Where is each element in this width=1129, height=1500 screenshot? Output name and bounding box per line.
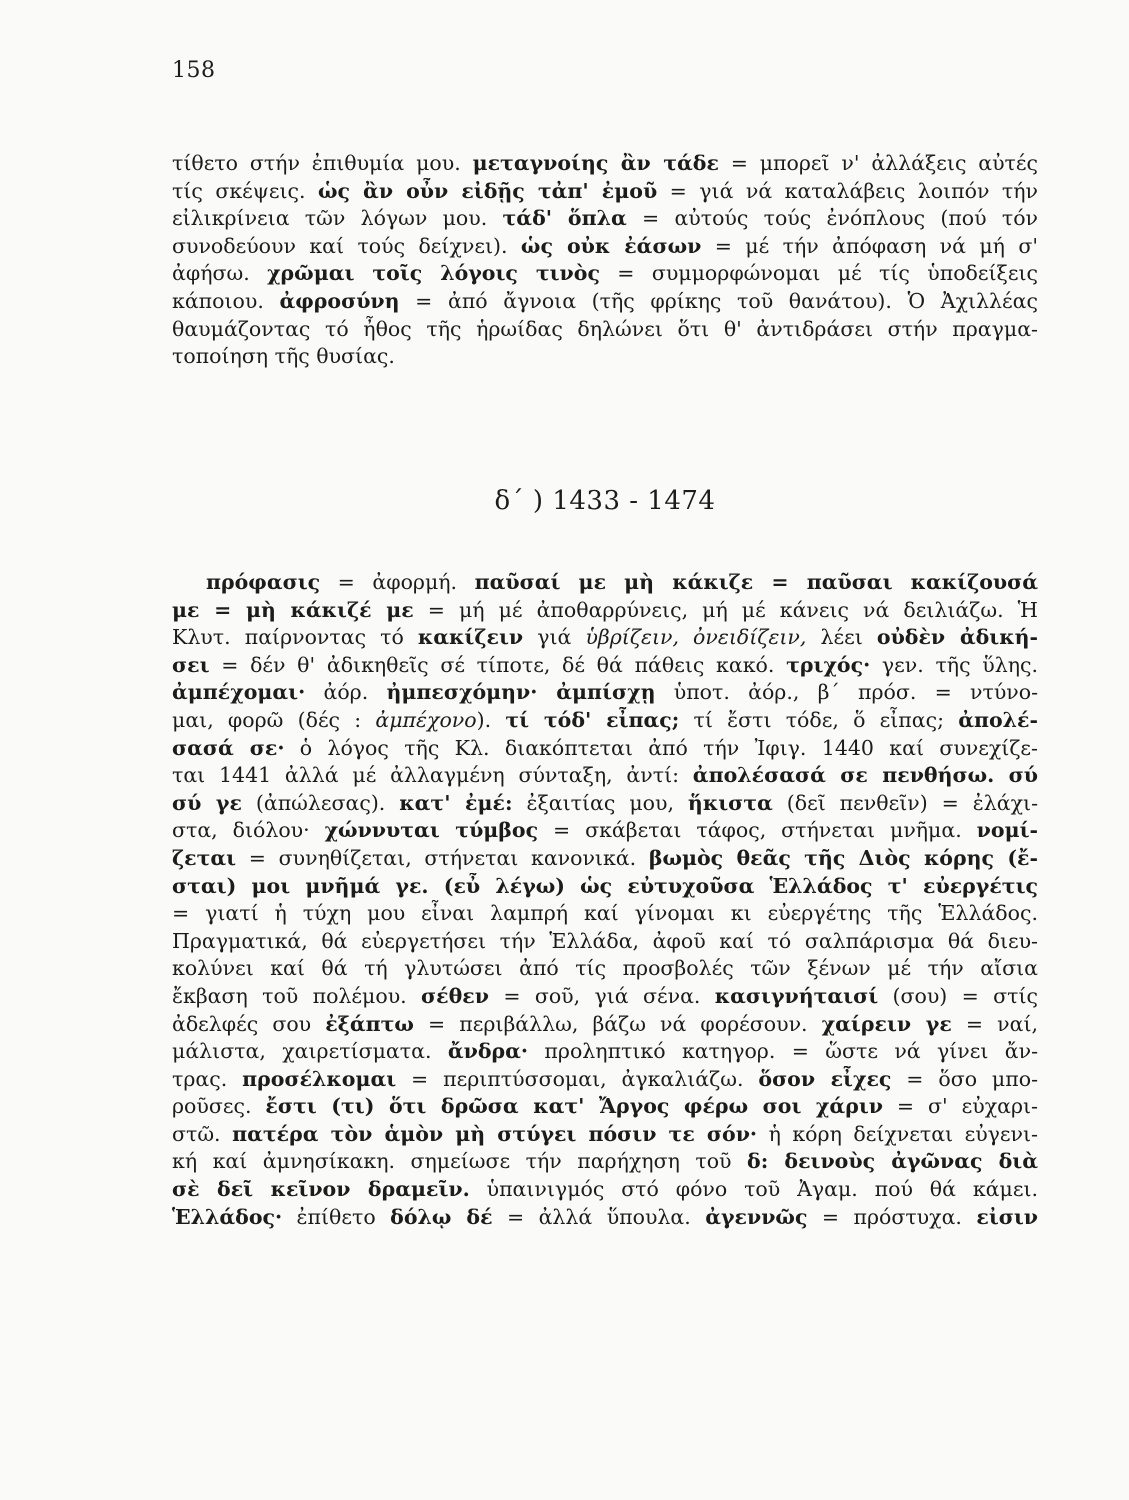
text-run: ἀφήσω. [172, 261, 268, 286]
bold-term: ἄνδρα· [447, 1039, 529, 1064]
bold-term: παῦσαί με μὴ κάκιζε = παῦσαι κακίζουσά [474, 570, 1038, 594]
text-run: = ἀφορμή. [320, 570, 475, 594]
text-run: ἡ κόρη δείχνεται εὐγενι- [757, 1121, 1038, 1146]
text-line [172, 205, 1038, 233]
text-run: κή καί ἀμνησίκακη. σημείωσε τήν παρήχηση τοῦ [172, 1149, 748, 1174]
text-line [172, 1066, 1038, 1094]
bold-term: προσέλκομαι [242, 1066, 397, 1091]
text-run: ). [476, 707, 506, 732]
text-line [172, 233, 1038, 261]
bold-term: τάδ' ὅπλα [502, 206, 627, 231]
bold-term: σται) μοι μνῆμά γε. (εὖ λέγω) ὡς εὐτυχοῦσα Ἑλλάδος τ' εὐεργέτις [172, 873, 1038, 898]
text-run: = συνηθίζεται, στήνεται κανονικά. [236, 845, 649, 870]
text-run: ἔκβαση τοῦ πολέμου. [172, 983, 422, 1008]
bold-term: ζεται [172, 845, 237, 870]
text-run: κάποιου. [172, 288, 280, 313]
commentary-paragraph-2 [172, 569, 1038, 1231]
bold-term: βωμὸς θεᾶς τῆς Διὸς κόρης (ἔ- [648, 845, 1038, 870]
text-line [172, 845, 1038, 873]
text-run: = σοῦ, γιά σένα. [488, 983, 715, 1008]
bold-term: με = μὴ κάκιζέ με [172, 597, 414, 622]
text-run: ἐξαιτίας μου, [512, 790, 688, 815]
bold-term: εἰσιν [976, 1204, 1038, 1229]
text-line [172, 707, 1038, 735]
bold-term: ἀφροσύνη [279, 288, 400, 313]
commentary-paragraph-1 [172, 150, 1038, 371]
bold-term: ἀμπέχομαι· [172, 680, 306, 705]
text-line [172, 150, 1038, 178]
bold-term: σὲ δεῖ κεῖνον δραμεῖν. [172, 1177, 470, 1202]
text-run: = μή μέ ἀποθαρρύνεις, μή μέ κάνεις νά δειλιάζω. Ἡ [413, 597, 1038, 622]
text-run: τίς σκέψεις. [172, 178, 318, 203]
text-run: στῶ. [172, 1121, 233, 1146]
text-line [172, 178, 1038, 206]
text-run: = περιβάλλω, βάζω νά φορέσουν. [413, 1011, 822, 1036]
text-run: στα, διόλου· [172, 818, 325, 843]
text-run: = μπορεῖ ν' ἀλλάξεις αὐτές [718, 151, 1038, 175]
text-run: γεν. τῆς ὕλης. [870, 652, 1038, 677]
bold-term: δ: δεινοὺς ἀγῶνας διὰ [747, 1149, 1038, 1174]
bold-term: ἐξάπτω [325, 1011, 414, 1036]
bold-term: ἀγεννῶς [705, 1204, 808, 1229]
bold-term: ὡς οὐκ ἐάσων [520, 233, 702, 258]
text-run: Κλυτ. παίρνοντας τό [172, 625, 418, 650]
text-run: ἀδελφές σου [172, 1011, 326, 1036]
text-run: = ὅσο μπο- [891, 1066, 1038, 1091]
text-run: = πρόστυχα. [807, 1204, 977, 1229]
text-run: = ναί, [951, 1011, 1038, 1036]
text-run: = ἀπό ἄγνοια (τῆς φρίκης τοῦ θανάτου). Ὁ Ἀχιλλέας [399, 288, 1038, 313]
text-line [172, 735, 1038, 763]
bold-term: δόλῳ δέ [390, 1204, 493, 1229]
text-run: λέει [806, 625, 877, 650]
bold-term: τί τόδ' εἶπας; [505, 707, 680, 732]
text-run: = μέ τήν ἀπόφαση νά μή σ' [701, 233, 1038, 258]
bold-term: ἀπολέ- [958, 707, 1038, 732]
text-run: τοποίηση τῆς θυσίας. [172, 344, 395, 369]
text-line [172, 817, 1038, 845]
text-line [172, 1204, 1038, 1232]
bold-term: χρῶμαι τοῖς λόγοις τινὸς [267, 261, 600, 286]
bold-term: τριχός· [786, 652, 871, 677]
bold-term: χώννυται τύμβος [324, 818, 539, 843]
text-line [172, 955, 1038, 983]
text-line [172, 873, 1038, 901]
text-run: ἐπίθετο [282, 1204, 391, 1229]
bold-term: κασιγνήταισί [714, 983, 879, 1008]
text-run: = δέν θ' ἀδικηθεῖς σέ τίποτε, δέ θά πάθεις κακό. [209, 652, 787, 677]
text-line [172, 1093, 1038, 1121]
bold-term: σέθεν [421, 983, 489, 1008]
text-run: μαι, φορῶ (δές : [172, 707, 376, 732]
text-run: συνοδεύουν καί τούς δείχνει). [172, 233, 521, 258]
text-run: = σ' εὐχαρι- [882, 1094, 1038, 1119]
text-run: = γιατί ἡ τύχη μου εἶναι λαμπρή καί γίνομαι κι εὐεργέτης τῆς Ἑλλάδος. [172, 901, 1038, 926]
text-line [172, 983, 1038, 1011]
text-run: (σου) = στίς [878, 983, 1038, 1008]
page-number: 158 [172, 58, 216, 83]
text-run: Πραγματικά, θά εὐεργετήσει τήν Ἑλλάδα, ἀφοῦ καί τό σαλπάρισμα θά διευ- [172, 928, 1038, 953]
text-line [172, 679, 1038, 707]
text-run: ὑπαινιγμός στό φόνο τοῦ Ἀγαμ. πού θά κάμει. [469, 1177, 1038, 1202]
text-run: προληπτικό κατηγορ. = ὥστε νά γίνει ἄν- [528, 1039, 1038, 1064]
bold-term: νομί- [976, 818, 1038, 843]
text-run: (δεῖ πενθεῖν) = ἐλάχι- [772, 790, 1038, 815]
bold-term: ὅσον εἶχες [758, 1066, 892, 1091]
text-line [172, 900, 1038, 928]
bold-term: σει [172, 652, 210, 677]
bold-term: πατέρα τὸν ἁμὸν μὴ στύγει πόσιν τε σόν· [232, 1121, 758, 1146]
bold-term: σύ γε [172, 790, 242, 815]
bold-term: ὡς ἂν οὖν εἰδῇς τἀπ' ἐμοῦ [317, 178, 658, 203]
text-run: = σκάβεται τάφος, στήνεται μνῆμα. [538, 818, 977, 843]
text-line [172, 762, 1038, 790]
text-line [172, 1011, 1038, 1039]
text-line [172, 928, 1038, 956]
text-line [172, 569, 1038, 597]
text-line [172, 1176, 1038, 1204]
text-run: ὁ λόγος τῆς Κλ. διακόπτεται ἀπό τήν Ἰφιγ. 1440 καί συνεχίζε- [284, 735, 1038, 760]
text-line [172, 652, 1038, 680]
text-run: μάλιστα, χαιρετίσματα. [172, 1039, 448, 1064]
text-run: ται 1441 ἀλλά μέ ἀλλαγμένη σύνταξη, ἀντί: [172, 763, 693, 788]
text-run: τί ἔστι τόδε, ὅ εἶπας; [679, 707, 959, 732]
text-run: θαυμάζοντας τό ἦθος τῆς ἡρωίδας δηλώνει ὅτι θ' ἀντιδράσει στήν πραγμα- [172, 316, 1038, 341]
text-run: = γιά νά καταλάβεις λοιπόν τήν [657, 178, 1038, 203]
text-run: ὑποτ. ἀόρ., β΄ πρόσ. = ντύνο- [655, 680, 1038, 705]
section-heading: δ΄ ) 1433 - 1474 [494, 486, 716, 516]
bold-term: ἔστι (τι) ὅτι δρῶσα κατ' Ἄργος φέρω σοι χάριν [265, 1094, 883, 1119]
text-run: τρας. [172, 1066, 243, 1091]
text-run: = περιπτύσσομαι, ἀγκαλιάζω. [396, 1066, 759, 1091]
bold-term: χαίρειν γε [821, 1011, 952, 1036]
text-line [172, 1038, 1038, 1066]
bold-term: μεταγνοίης ἂν τάδε [472, 151, 719, 175]
italic-term: ἀμπέχονο [375, 707, 477, 732]
bold-term: οὐδὲν ἀδική- [876, 625, 1038, 650]
text-run: εἰλικρίνεια τῶν λόγων μου. [172, 206, 503, 231]
text-line [172, 316, 1038, 344]
text-run: ροῦσες. [172, 1094, 266, 1119]
bold-term: πρόφασις [206, 570, 321, 594]
bold-term: Ἑλλάδος· [172, 1204, 283, 1229]
bold-term: κακίζειν [417, 625, 524, 650]
bold-term: ἥκιστα [687, 790, 773, 815]
bold-term: ἀπολέσασά σε πενθήσω. σύ [692, 763, 1038, 788]
text-line [172, 288, 1038, 316]
text-line [172, 597, 1038, 625]
text-line [172, 1148, 1038, 1176]
text-run: γιά [523, 625, 586, 650]
text-run: κολύνει καί θά τή γλυτώσει ἀπό τίς προσβολές τῶν ξένων μέ τήν αἴσια [172, 956, 1038, 981]
text-run: = αὐτούς τούς ἐνόπλους (πού τόν [626, 206, 1038, 231]
text-run: = ἀλλά ὕπουλα. [492, 1204, 706, 1229]
text-line [172, 790, 1038, 818]
text-line [172, 260, 1038, 288]
text-line [172, 624, 1038, 652]
text-run: = συμμορφώνομαι μέ τίς ὑποδείξεις [599, 261, 1038, 286]
bold-term: σασά σε· [172, 735, 285, 760]
italic-term: ὑβρίζειν, ὀνειδίζειν, [585, 625, 807, 650]
text-run: (ἀπώλεσας). [241, 790, 400, 815]
text-run: ἀόρ. [305, 680, 387, 705]
text-run: τίθετο στήν ἐπιθυμία μου. [172, 151, 473, 175]
text-line [172, 343, 1038, 371]
bold-term: κατ' ἐμέ: [399, 790, 513, 815]
bold-term: ἠμπεσχόμην· ἀμπίσχῃ [386, 680, 656, 705]
text-line [172, 1121, 1038, 1149]
